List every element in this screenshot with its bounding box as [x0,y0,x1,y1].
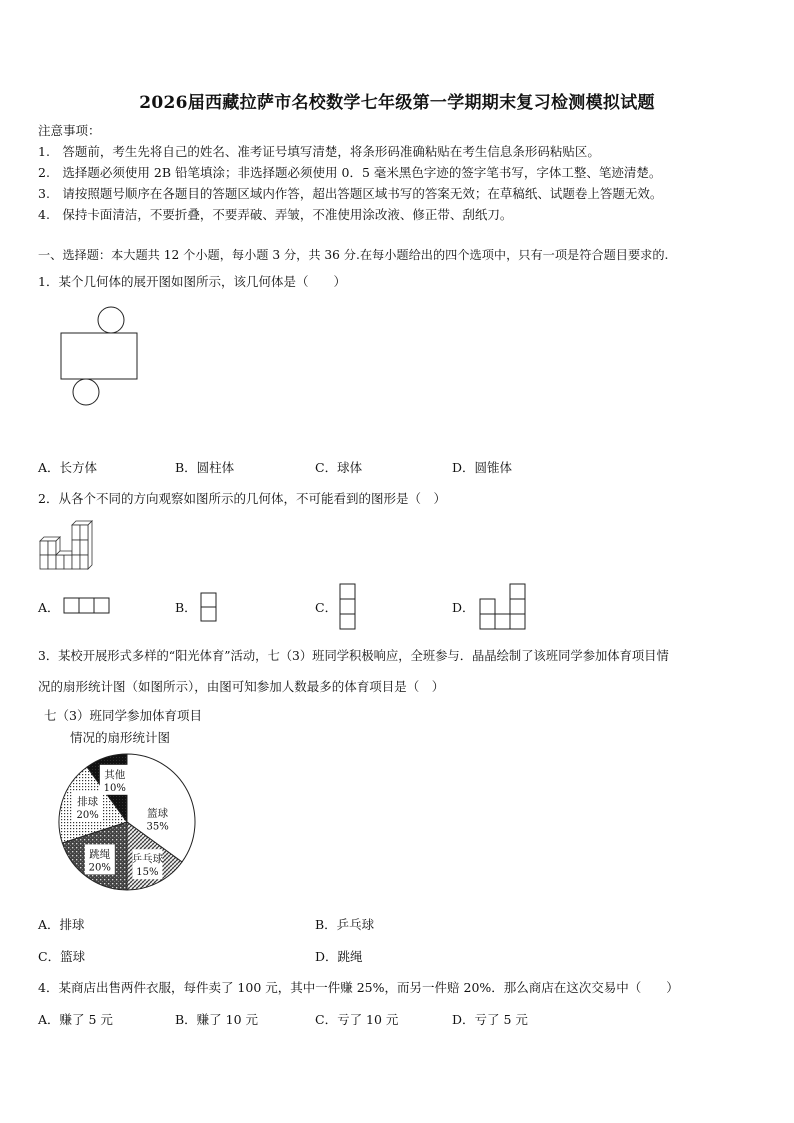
q4-option-d: D．亏了 5 元 [452,1012,528,1027]
q4-option-b: B．赚了 10 元 [175,1012,259,1027]
q1-top-circle [98,307,124,333]
q2-stem: 2．从各个不同的方向观察如图所示的几何体，不可能看到的图形是（ ） [38,491,446,506]
pie-value-jumprope: 20% [88,862,111,874]
q2-cube-figure [38,517,98,572]
pie-value-other: 10% [103,782,126,794]
q3-option-a: A．排球 [38,917,85,932]
q1-option-b: B．圆柱体 [175,460,235,475]
q3-option-d: D．跳绳 [315,949,363,964]
q1-stem: 1．某个几何体的展开图如图所示，该几何体是（ ） [38,274,346,289]
q1-option-a: A．长方体 [38,460,98,475]
q3-option-b: B．乒乓球 [315,917,375,932]
chart-title-line1: 七（3）班同学参加体育项目 [44,708,202,723]
pie-label-basketball: 篮球 [147,807,169,820]
q2-option-d-figure [477,583,529,631]
q2-option-c-label: C． [315,600,338,615]
notice-item-3: 3. 请按照题号顺序在各题目的答题区域内作答，超出答题区域书写的答案无效；在草稿纸、试题卷上答题无效。 [38,186,663,201]
notice-item-2: 2. 选择题必须使用 2B 铅笔填涂；非选择题必须使用 0．5 毫米黑色字迹的签字笔书写，字体工整、笔迹清楚。 [38,165,662,180]
q1-option-d: D．圆锥体 [452,460,513,475]
q4-option-c: C．亏了 10 元 [315,1012,399,1027]
q2-option-a-label: A． [38,600,60,615]
pie-label-pingpong: 乒乓球 [131,853,164,866]
q1-option-c: C．球体 [315,460,363,475]
section-heading: 一、选择题：本大题共 12 个小题，每小题 3 分，共 36 分.在每小题给出的四个选项中，只有一项是符合题目要求的. [38,248,669,262]
q2-option-a-figure [63,597,113,615]
pie-chart [55,750,205,900]
q1-net-figure [55,302,145,407]
q2-option-b-label: B． [175,600,197,615]
q3-stem-line1: 3．某校开展形式多样的“阳光体育”活动，七（3）班同学积极响应，全班参与．晶晶绘制了该班同学参加体育项目情 [38,649,669,663]
q1-rectangle [61,333,137,379]
q2-option-d-label: D． [452,600,475,615]
q2-option-b-figure [200,592,220,624]
pie-value-pingpong: 15% [136,867,159,879]
pie-label-volleyball: 排球 [77,796,99,808]
notice-heading: 注意事项： [38,123,101,138]
q4-option-a: A．赚了 5 元 [38,1012,113,1027]
pie-value-basketball: 35% [146,821,169,833]
notice-item-4: 4. 保持卡面清洁，不要折叠，不要弄破、弄皱，不准使用涂改液、修正带、刮纸刀。 [38,207,513,222]
q1-bottom-circle [73,379,99,405]
page-title: 2026届西藏拉萨市名校数学七年级第一学期期末复习检测模拟试题 [139,93,655,113]
chart-title-line2: 情况的扇形统计图 [70,730,171,745]
q3-option-c: C．篮球 [38,949,86,964]
q3-stem-line2: 况的扇形统计图（如图所示），由图可知参加人数最多的体育项目是（ ） [38,679,445,694]
q2-option-c-figure [339,583,359,631]
pie-value-volleyball: 20% [76,810,99,821]
q4-stem: 4．某商店出售两件衣服，每件卖了 100 元，其中一件赚 25%，而另一件赔 20%．那么商店在这次交易中（ ） [38,980,679,995]
notice-item-1: 1. 答题前，考生先将自己的姓名、准考证号填写清楚，将条形码准确粘贴在考生信息条形码粘贴区。 [38,144,600,159]
pie-label-jumprope: 跳绳 [89,848,111,861]
pie-label-other: 其他 [104,768,126,781]
